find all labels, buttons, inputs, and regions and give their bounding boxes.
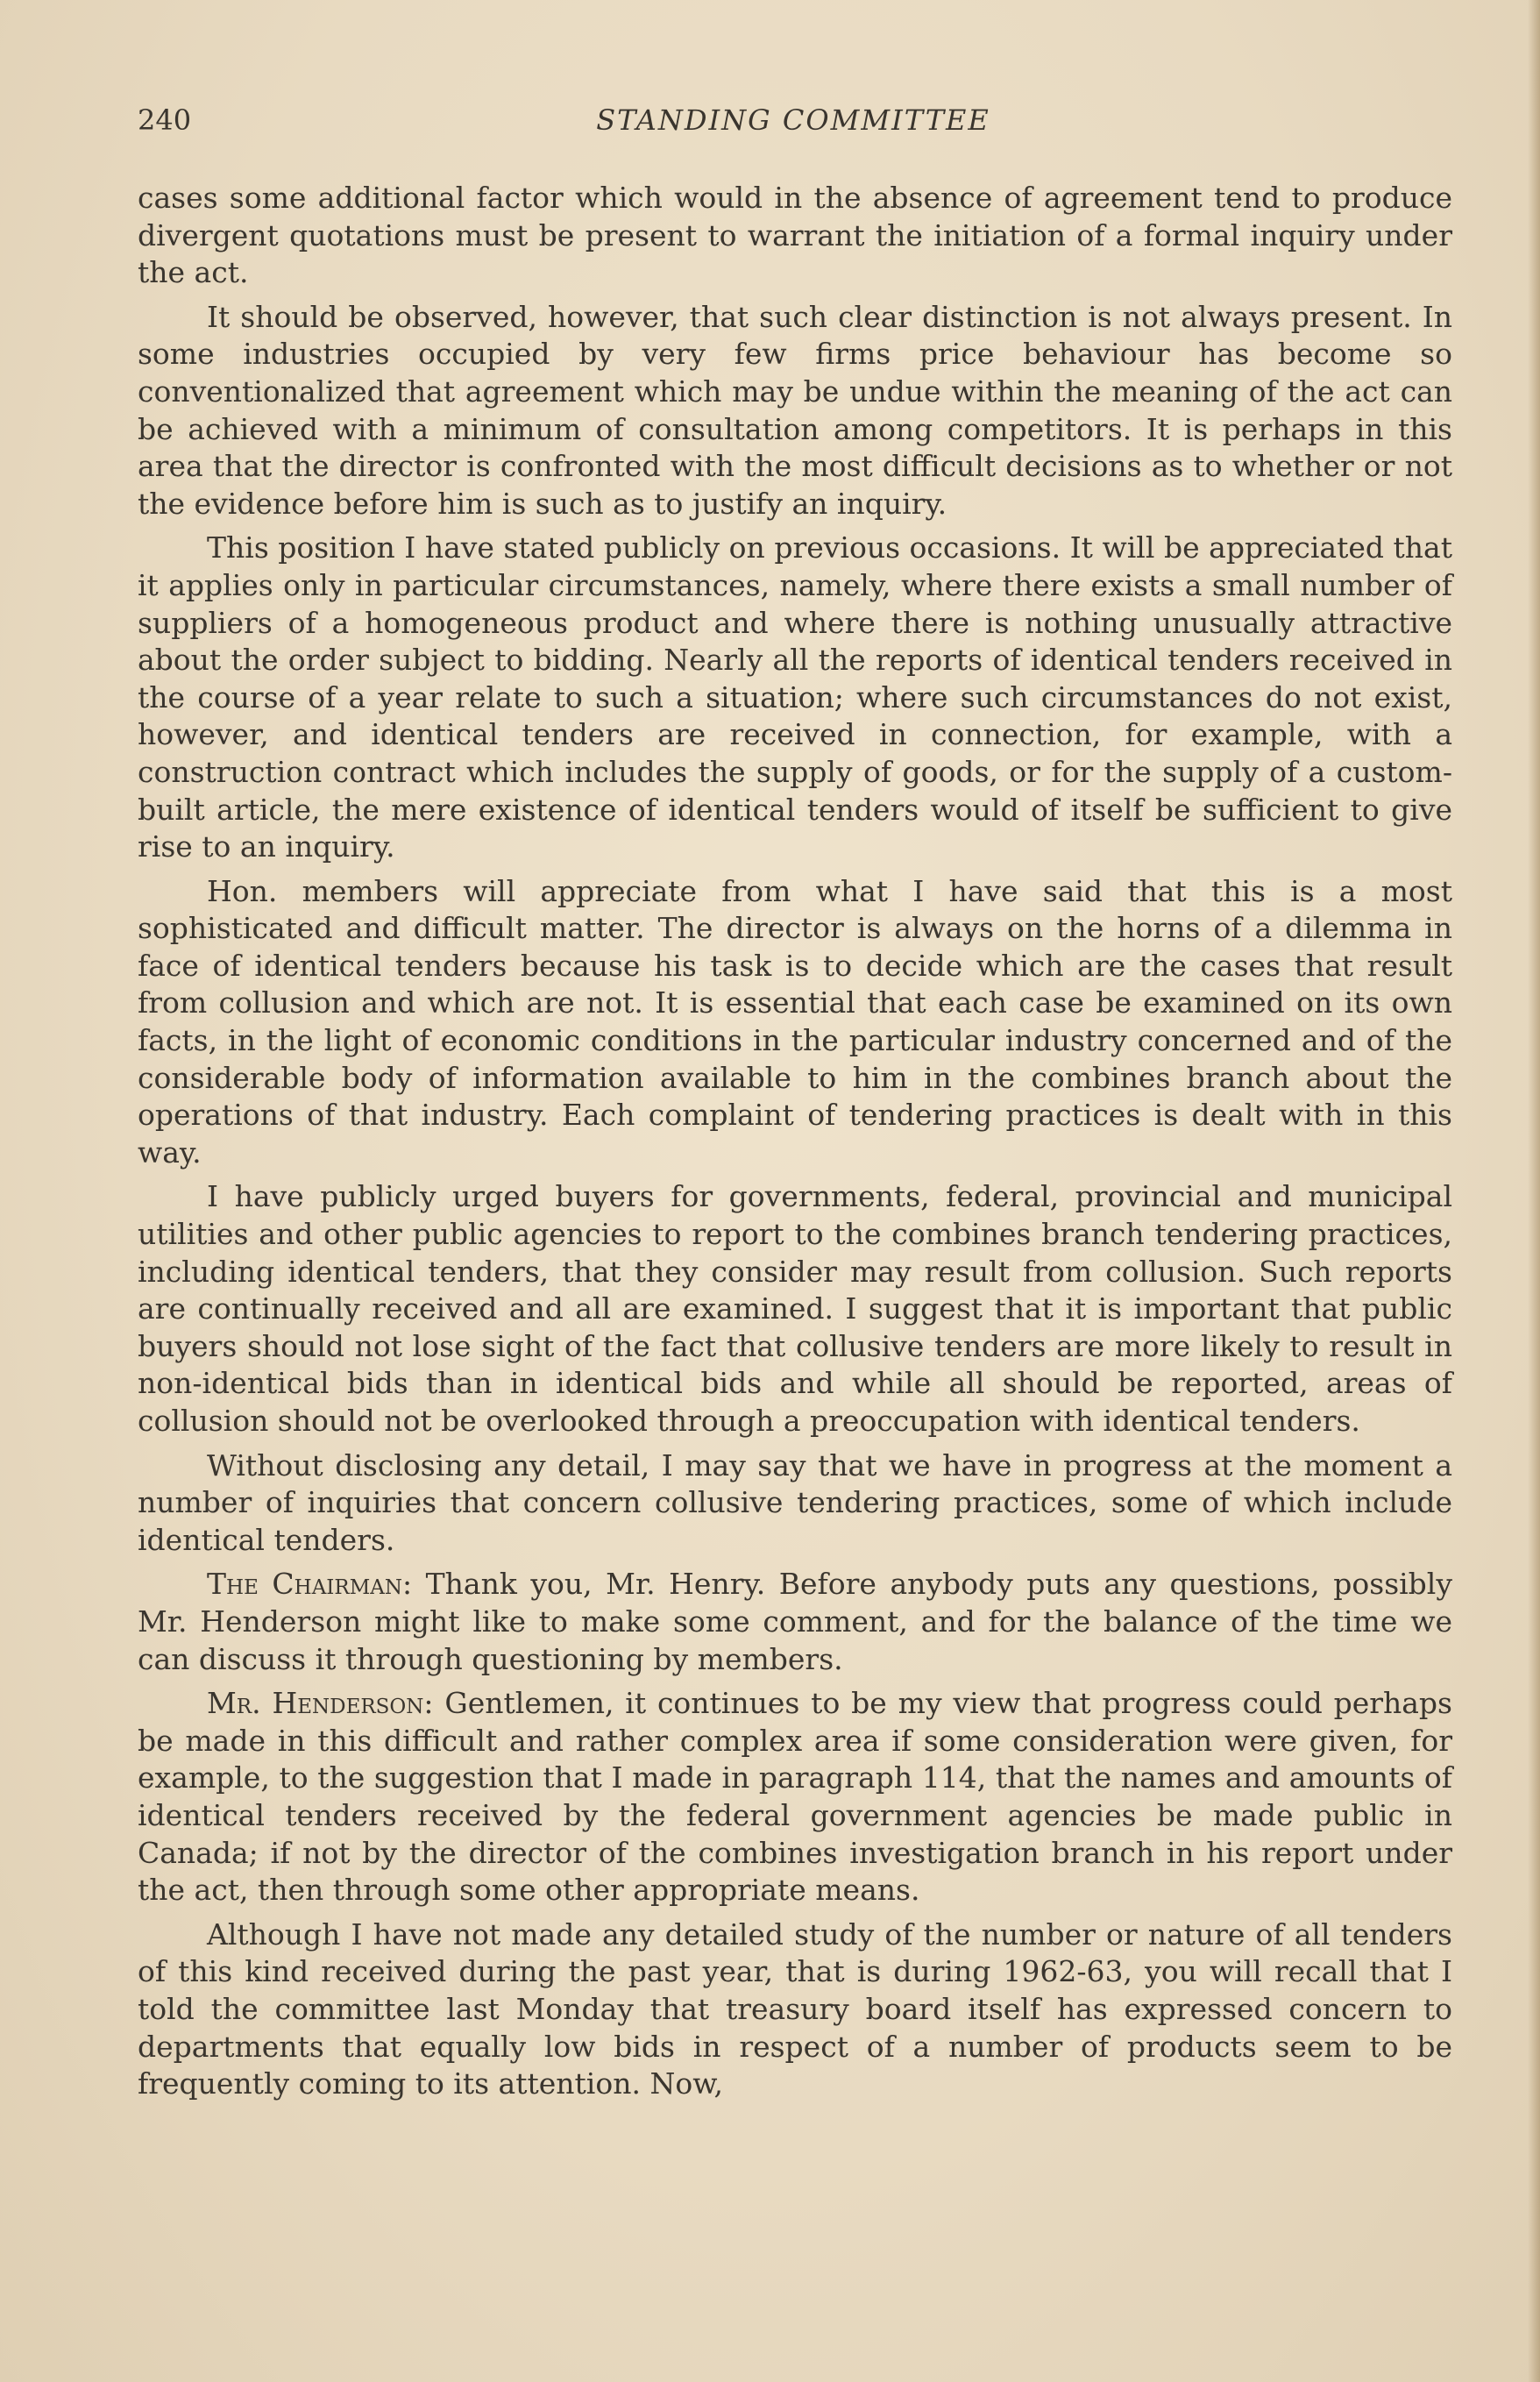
paragraph-9 [138,1916,1452,2103]
paragraph-1 [138,180,1452,292]
paragraph-text: I have publicly urged buyers for governments, federal, provincial and municipal utilities and other public agencies to report to the combines branch tendering practices, including identical tenders, that they consider may result from collusion. Such reports are continually received and all are examined. I suggest that it is important that public buyers should not lose sight of the fact that collusive tenders are more likely to result in non-identical bids than in identical bids and while all should be reported, areas of collusion should not be overlooked through a preoccupation with identical tenders. [138,1179,1452,1438]
paragraph-7: The Chairman: Thank you, Mr. Henry. Before anybody puts any questions, possibly Mr. Henderson might like to make some comment, and for the balance of the time we can discuss it through questioning by members. [138,1567,1453,1676]
paragraph-6 [138,1447,1452,1560]
paragraph-3 [138,530,1452,865]
paragraph-text: Without disclosing any detail, I may say that we have in progress at the moment a number of inquiries that concern collusive tendering practices, some of which include identical tenders. [138,1447,1452,1557]
paragraph-text: cases some additional factor which would in the absence of agreement tend to produce divergent quotations must be present to warrant the initiation of a formal inquiry under the act. [138,181,1452,290]
speaker-name: The Chairman [207,1567,402,1602]
paragraph-2 [138,299,1452,523]
page-header [138,103,1449,144]
paragraph-text: Hon. members will appreciate from what I have said that this is a most sophisticated and difficult matter. The director is always on the horns of a dilemma in face of identical tenders because his task is to decide which are the cases that result from collusion and which are not. It is essential that each case be examined on its own facts, in the light of economic conditions in the particular industry concerned and of the considerable body of information available to him in the combines branch about the operations of that industry. Each complaint of tendering practices is dealt with in this way. [138,873,1452,1170]
paragraph-5 [138,1178,1452,1440]
body-text [138,180,1452,2110]
paragraph-text: Thank you, Mr. Henry. Before anybody puts any questions, possibly Mr. Henderson might like to make some comment, and for the balance of the time we can discuss it through questioning by members. [138,1567,1453,1676]
paragraph-text: It should be observed, however, that such clear distinction is not always present. In some industries occupied by very few firms price behaviour has become so conventionalized that agreement which may be undue within the meaning of the act can be achieved with a minimum of consultation among competitors. It is perhaps in this area that the director is confronted with the most difficult decisions as to whether or not the evidence before him is such as to justify an inquiry. [138,299,1452,521]
paragraph-text: Gentlemen, it continues to be my view that progress could perhaps be made in this difficult and rather complex area if some consideration were given, for example, to the suggestion that I made in paragraph 114, that the names and amounts of identical tenders received by the federal government agencies be made public in Canada; if not by the director of the combines investigation branch in his report under the act, then through some other appropriate means. [138,1686,1452,1908]
paragraph-text: Although I have not made any detailed study of the number or nature of all tenders of this kind received during the past year, that is during 1962-63, you will recall that I told the committee last Monday that treasury board itself has expressed concern to departments that equally low bids in respect of a number of products seem to be frequently coming to its attention. Now, [138,1916,1452,2101]
paragraph-4 [138,873,1452,1172]
page-edge-shadow [1528,0,1540,2382]
page-number: 240 [138,103,192,137]
running-title: STANDING COMMITTEE [596,103,990,137]
paragraph-8: Mr. Henderson: Gentlemen, it continues to be my view that progress could perhaps be made in this difficult and rather complex area if some consideration were given, for example, to the suggestion that I made in paragraph 114, that the names and amounts of identical tenders received by the federal government agencies be made public in Canada; if not by the director of the combines investigation branch in his report under the act, then through some other appropriate means. [138,1686,1452,1908]
speaker-name: Mr. Henderson [207,1686,424,1721]
paragraph-text: This position I have stated publicly on previous occasions. It will be appreciated that it applies only in particular circumstances, namely, where there exists a small number of suppliers of a homogeneous product and where there is nothing unusually attractive about the order subject to bidding. Nearly all the reports of identical tenders received in the course of a year relate to such a situation; where such circumstances do not exist, however, and identical tenders are received in connection, for example, with a construction contract which includes the supply of goods, or for the supply of a custom-built article, the mere existence of identical tenders would of itself be sufficient to give rise to an inquiry. [138,530,1452,864]
